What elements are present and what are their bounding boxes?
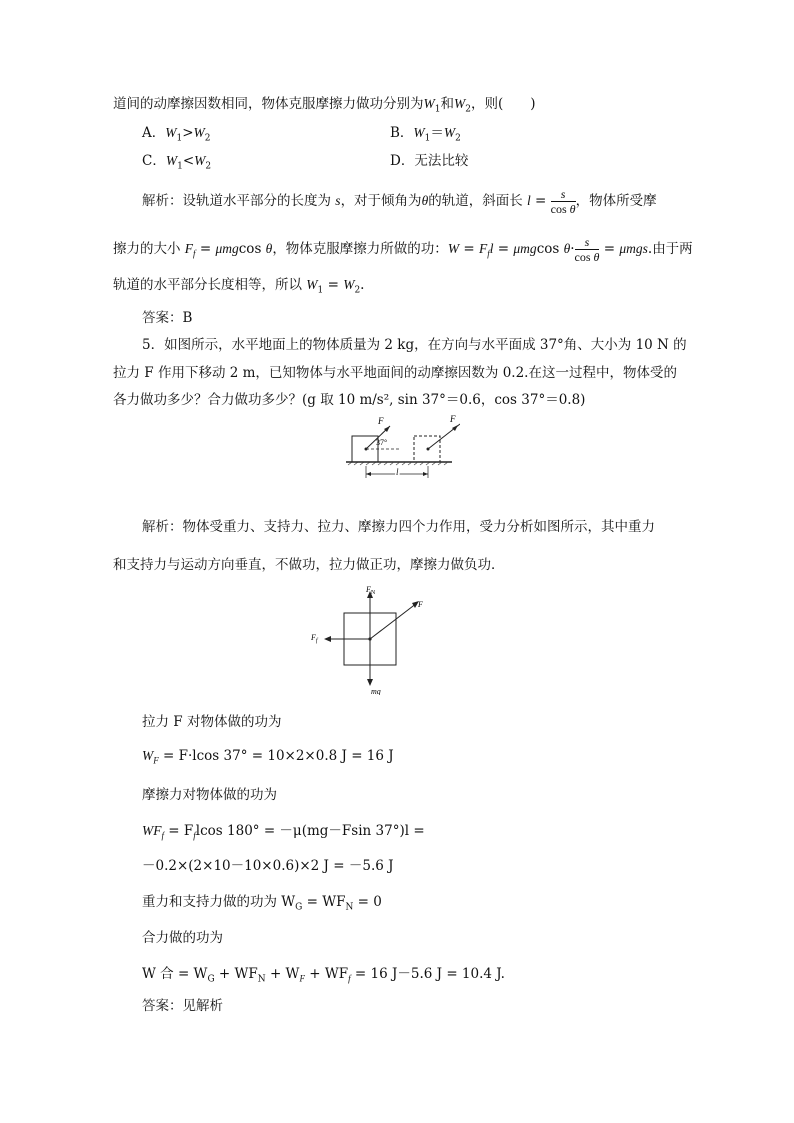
step2-title: 摩擦力对物体做的功为	[142, 787, 277, 803]
point-2	[427, 448, 430, 451]
q4-analysis-line2: 擦力的大小 $F_f = \mu mgcos$ θ，物体克服摩擦力所做的功：$W = F_fl = \mu mgcos$ θ· $\frac{s}{\text{cos θ}}$ = μmgs.由于两	[113, 235, 693, 264]
block-motion-figure	[340, 412, 460, 484]
q5-line3: 各力做功多少？合力做功多少？(g 取 10 m/s², sin 37°＝0.6，cos 37°＝0.8)	[113, 392, 586, 408]
option-a: A．$W_1>W_2$	[142, 125, 211, 144]
q5-analysis-line2: 和支持力与运动方向垂直，不做功，拉力做正功，摩擦力做负功．	[113, 557, 505, 573]
label-f: F	[418, 600, 423, 609]
q4-analysis-line3: 轨道的水平部分长度相等，所以 $W_1 = W_2$.	[113, 277, 365, 296]
pull-force-arrow	[370, 603, 417, 639]
fraction-s-over-cos: $\frac{s}{\text{cos θ}}$	[550, 187, 576, 216]
q4-answer: 答案：B	[142, 310, 193, 326]
step4-equation: W 合 = $W_G + WF_N + W_F + WF_f = 16$ J－5.6 J = 10.4 J.	[142, 966, 505, 985]
step4-title: 合力做的功为	[142, 930, 223, 946]
q5-line2: 拉力 F 作用下移动 2 m，已知物体与水平地面间的动摩擦因数为 0.2.在这一过程中，物体受的	[113, 365, 677, 381]
q4-analysis-line1: 解析：设轨道水平部分的长度为 s，对于倾角为θ的轨道，斜面长 l = $\frac{s}{\text{cos θ}}$ ，物体所受摩	[142, 187, 657, 216]
option-d: D．无法比较	[390, 153, 469, 169]
point-1	[365, 448, 368, 451]
step2-equation-b: －0.2×(2×10－10×0.6)×2 J = －5.6 J	[142, 858, 394, 874]
force-diagram	[305, 583, 435, 695]
step1-title: 拉力 F 对物体做的功为	[142, 714, 282, 730]
option-b: B．$W_1=W_2$	[390, 125, 461, 144]
fraction-s-over-cos-2: $\frac{s}{\text{cos θ}}$	[574, 235, 600, 264]
label-l: l	[396, 467, 399, 477]
label-f1: F	[378, 416, 384, 426]
label-fn: $F_N$	[366, 585, 376, 596]
q5-analysis-line1: 解析：物体受重力、支持力、拉力、摩擦力四个力作用，受力分析如图所示，其中重力	[142, 519, 655, 535]
label-angle: 37°	[376, 438, 388, 447]
step2-equation-a: $WF_f = F_flcos$ 180° = －μ(mg－Fsin 37°)l =	[142, 823, 425, 841]
label-ff: $F_f$	[311, 633, 318, 644]
step3: 重力和支持力做的功为 $W_G = WF_N = 0$	[142, 894, 382, 913]
q5-line1: 5．如图所示，水平地面上的物体质量为 2 kg，在方向与水平面成 37°角、大小为 10 N 的	[142, 337, 687, 353]
step1-equation: $W_F = F\cdot lcos$ 37° = 10×2×0.8 J = 16 J	[142, 748, 394, 766]
option-c: C．$W_1<W_2$	[142, 153, 212, 172]
label-mg: mg	[371, 687, 381, 695]
q4-stem: 道间的动摩擦因数相同，物体克服摩擦力做功分别为$W_1$和$W_2$，则( )	[113, 96, 536, 115]
label-f2: F	[450, 414, 456, 424]
q5-answer: 答案：见解析	[142, 998, 223, 1014]
